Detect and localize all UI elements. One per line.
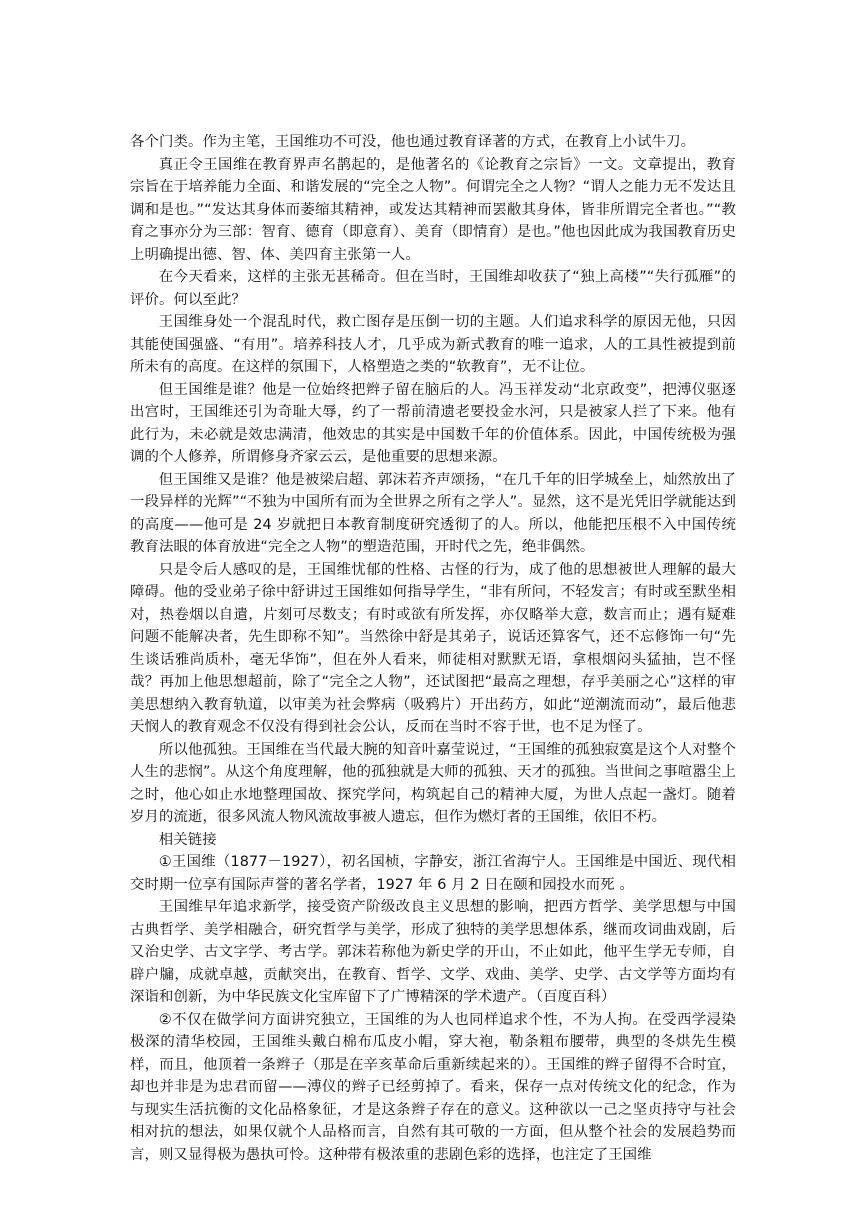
- paragraph-who-is-wang-1: 但王国维是谁？他是一位始终把辫子留在脑后的人。冯玉祥发动“北京政变”，把溥仪驱逐出宫时，王国维还引为奇耻大辱，约了一帮前清遗老要投金水河，只是被家人拦了下来。他有此行为，未必就是效忠满清，他效忠的其实是中国数千年的价值体系。因此，中国传统极为强调的个人修养，所谓修身齐家云云，是他重要的思想来源。: [130, 381, 736, 465]
- link-note-1: ①王国维（1877－1927），初名国桢，字静安，浙江省海宁人。王国维是中国近、现代相交时期一位享有国际声誉的著名学者，1927 年 6 月 2 日在颐和园投水而死 。: [130, 854, 736, 893]
- paragraph-education-purpose: 真正令王国维在教育界声名鹊起的，是他著名的《论教育之宗旨》一文。文章提出，教育宗旨在于培养能力全面、和谐发展的“完全之人物”。何谓完全之人物？“谓人之能力无不发达且调和是也。”“发达其身体而萎缩其精神，或发达其精神而罢敝其身体，皆非所谓完全者也。”“教育之事亦分为三部：智育、德育（即意育）、美育（即情育）是也。”他也因此成为我国教育历史上明确提出德、智、体、美四育主张第一人。: [130, 156, 736, 263]
- paragraph-continuation: 各个门类。作为主笔，王国维功不可没，他也通过教育译著的方式，在教育上小试牛刀。: [130, 134, 696, 150]
- related-links-heading: 相关链接: [158, 831, 217, 848]
- link-note-2: ②不仅在做学问方面讲究独立，王国维的为人也同样追求个性，不为人拘。在受西学浸染极深的清华校园，王国维头戴白棉布瓜皮小帽，穿大袍，勒条粗布腰带，典型的冬烘先生模样，而且，他顶着一条辫子（那是在辛亥革命后重新续起来的）。王国维的辫子留得不合时宜，却也并非是为忠君而留——溥仪的辫子已经剪掉了。看来，保存一点对传统文化的纪念，作为与现实生活抗衡的文化品格象征，才是这条辫子存在的意义。这种欲以一己之坚贞持守与社会相对抗的想法，如果仅就个人品格而言，自然有其可敬的一方面，但从整个社会的发展趋势而言，则又显得极为愚执可怜。这种带有极浓重的悲剧色彩的选择，也注定了王国维: [130, 1011, 736, 1163]
- article-body: [130, 131, 736, 1166]
- paragraph-loneliness: 所以他孤独。王国维在当代最大腕的知音叶嘉莹说过，“王国维的孤独寂寞是这个人对整个人生的悲悯”。从这个角度理解，他的孤独就是大师的孤独、天才的孤独。当世间之事喧嚣尘上之时，他心如止水地整理国故、探究学问，构筑起自己的精神大厦，为世人点起一盏灯。随着岁月的流逝，很多风流人物风流故事被人遗忘，但作为燃灯者的王国维，依旧不朽。: [130, 741, 736, 825]
- paragraph-personality: 只是令后人感叹的是，王国维忧郁的性格、古怪的行为，成了他的思想被世人理解的最大障碍。他的受业弟子徐中舒讲过王国维如何指导学生，“非有所问，不轻发言；有时或至默坐相对，热卷烟以自遣，片刻可尽数支；有时或欲有所发挥，亦仅略举大意，数言而止；遇有疑难问题不能解决者，先生即称不知”。当然徐中舒是其弟子，说话还算客气，还不忘修饰一句“先生谈话雅尚质朴，毫无华饰”，但在外人看来，师徒相对默默无语，拿根烟闷头猛抽，岂不怪哉？再加上他思想超前，除了“完全之人物”，还试图把“最高之理想，存乎美丽之心”这样的审美思想纳入教育轨道，以审美为社会弊病（吸鸦片）开出药方，如此“逆潮流而动”，最后他悲天悯人的教育观念不仅没有得到社会公认，反而在当时不容于世，也不足为怪了。: [130, 561, 736, 735]
- paragraph-evaluation: 在今天看来，这样的主张无甚稀奇。但在当时，王国维却收获了“独上高楼”“失行孤雁”的评价。何以至此？: [130, 269, 736, 308]
- link-note-1-continued: 王国维早年追求新学，接受资产阶级改良主义思想的影响，把西方哲学、美学思想与中国古典哲学、美学相融合，研究哲学与美学，形成了独特的美学思想体系，继而攻词曲戏剧，后又治史学、古文字学、考古学。郭沫若称他为新史学的开山，不止如此，他平生学无专师，自辟户牖，成就卓越，贡献突出，在教育、哲学、文学、戏曲、美学、史学、古文学等方面均有深诣和创新，为中华民族文化宝库留下了广博精深的学术遗产。（百度百科）: [130, 899, 736, 1005]
- paragraph-chaotic-era: 王国维身处一个混乱时代，救亡图存是压倒一切的主题。人们追求科学的原因无他，只因其能使国强盛、“有用”。培养科技人才，几乎成为新式教育的唯一追求，人的工具性被提到前所未有的高度。在这样的氛围下，人格塑造之类的“软教育”，无不让位。: [130, 314, 736, 375]
- paragraph-who-is-wang-2: 但王国维又是谁？他是被梁启超、郭沫若齐声颂扬，“在几千年的旧学城垒上，灿然放出了一段异样的光辉”“不独为中国所有而为全世界之所有之学人”。显然，这不是光凭旧学就能达到的高度——他可是 24 岁就把日本教育制度研究透彻了的人。所以，他能把压根不入中国传统教育法眼的体育放进“完全之人物”的塑造范围，开时代之先，绝非偶然。: [130, 471, 736, 555]
